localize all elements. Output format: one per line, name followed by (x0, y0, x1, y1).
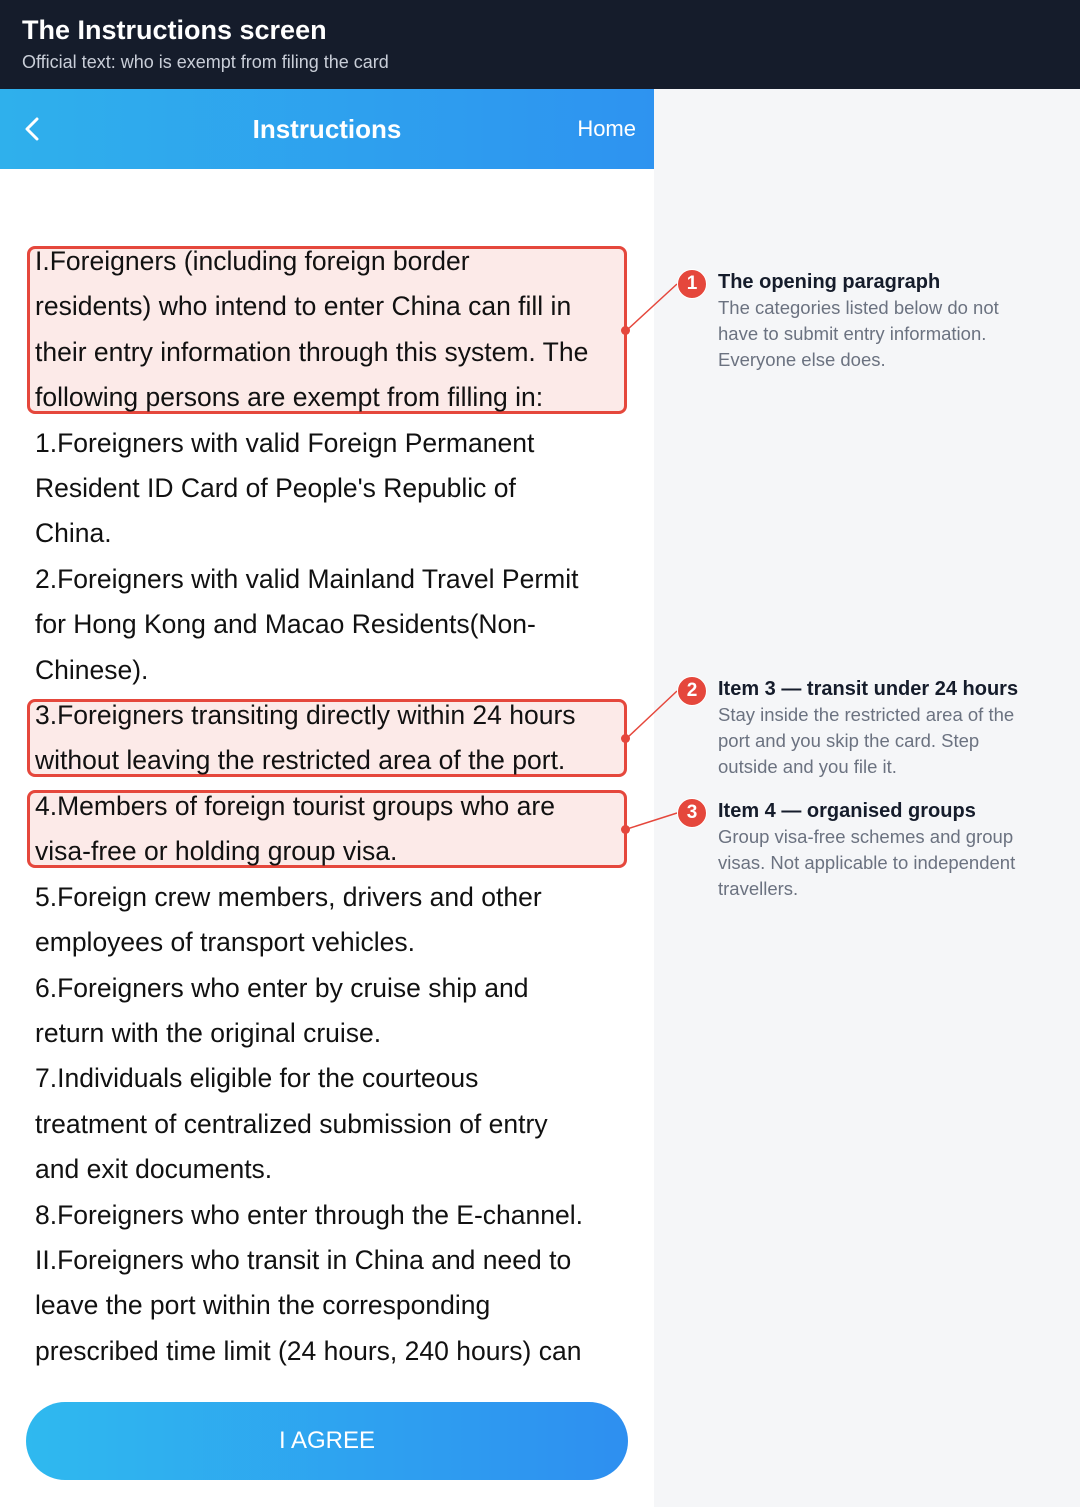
annotation-line: outside and you file it. (718, 755, 897, 777)
text-line: residents) who intend to enter China can fill in (35, 291, 572, 322)
number-badge: 1 (677, 269, 707, 299)
text-line: following persons are exempt from filling in: (35, 382, 544, 413)
annotation-line: have to submit entry information. (718, 322, 987, 344)
number-badge: 3 (677, 798, 707, 828)
annotation-title: The opening paragraph (718, 271, 941, 293)
annotation-title: Item 3 — transit under 24 hours (718, 678, 1019, 700)
annotation-line: Stay inside the restricted area of the (718, 704, 1015, 725)
text-line: 5.Foreign crew members, drivers and other (35, 881, 542, 912)
annotation-3 (677, 798, 1067, 901)
text-line: 4.Members of foreign tourist groups who are (35, 790, 555, 821)
text-line: for Hong Kong and Macao Residents(Non- (35, 609, 536, 640)
home-link[interactable]: Home (577, 116, 636, 141)
nav-title: Instructions (252, 114, 402, 144)
text-line: Resident ID Card of People's Republic of (35, 473, 516, 504)
annotation-1 (677, 269, 1067, 372)
text-line: 3.Foreigners transiting directly within 24 hours (35, 700, 576, 731)
text-line: leave the port within the corresponding (35, 1290, 491, 1321)
text-line: and exit documents. (35, 1154, 273, 1185)
text-line: prescribed time limit (24 hours, 240 hours) can (35, 1335, 582, 1366)
text-line: 8.Foreigners who enter through the E-channel. (35, 1199, 583, 1230)
screen-subtitle: Official text: who is exempt from filing the card (22, 52, 389, 72)
screen-title: The Instructions screen (22, 15, 327, 45)
instructions-text (35, 239, 635, 1374)
screen-header (0, 0, 1080, 89)
annotation-line: travellers. (718, 877, 799, 899)
text-line: visa-free or holding group visa. (35, 836, 398, 867)
nav-bar (0, 89, 654, 169)
number-badge: 2 (677, 676, 707, 706)
text-line: treatment of centralized submission of entry (35, 1108, 548, 1139)
text-line: without leaving the restricted area of the port. (35, 745, 566, 776)
text-line: Chinese). (35, 654, 149, 685)
text-line: 6.Foreigners who enter by cruise ship and (35, 972, 529, 1003)
text-line: employees of transport vehicles. (35, 927, 416, 958)
text-line: 7.Individuals eligible for the courteous (35, 1063, 479, 1094)
text-line: 2.Foreigners with valid Mainland Travel Permit (35, 563, 579, 594)
annotation-line: Group visa-free schemes and group (718, 826, 1014, 847)
text-line: return with the original cruise. (35, 1017, 382, 1048)
agree-button[interactable]: I AGREE (26, 1402, 628, 1480)
annotation-line: Everyone else does. (718, 348, 886, 370)
phone-screen (0, 89, 654, 1507)
annotation-2 (677, 676, 1067, 779)
annotation-title: Item 4 — organised groups (718, 800, 976, 822)
text-line: 1.Foreigners with valid Foreign Permanent (35, 427, 535, 458)
text-line: I.Foreigners (including foreign border (35, 246, 470, 276)
annotation-line: visas. Not applicable to independent (718, 851, 1016, 873)
annotation-line: port and you skip the card. Step (718, 729, 980, 751)
text-line: II.Foreigners who transit in China and need to (35, 1244, 572, 1275)
chevron-left-icon[interactable] (18, 113, 48, 145)
annotation-line: The categories listed below do not (718, 297, 999, 318)
text-line: their entry information through this system. The (35, 336, 589, 367)
text-line: China. (35, 518, 112, 549)
